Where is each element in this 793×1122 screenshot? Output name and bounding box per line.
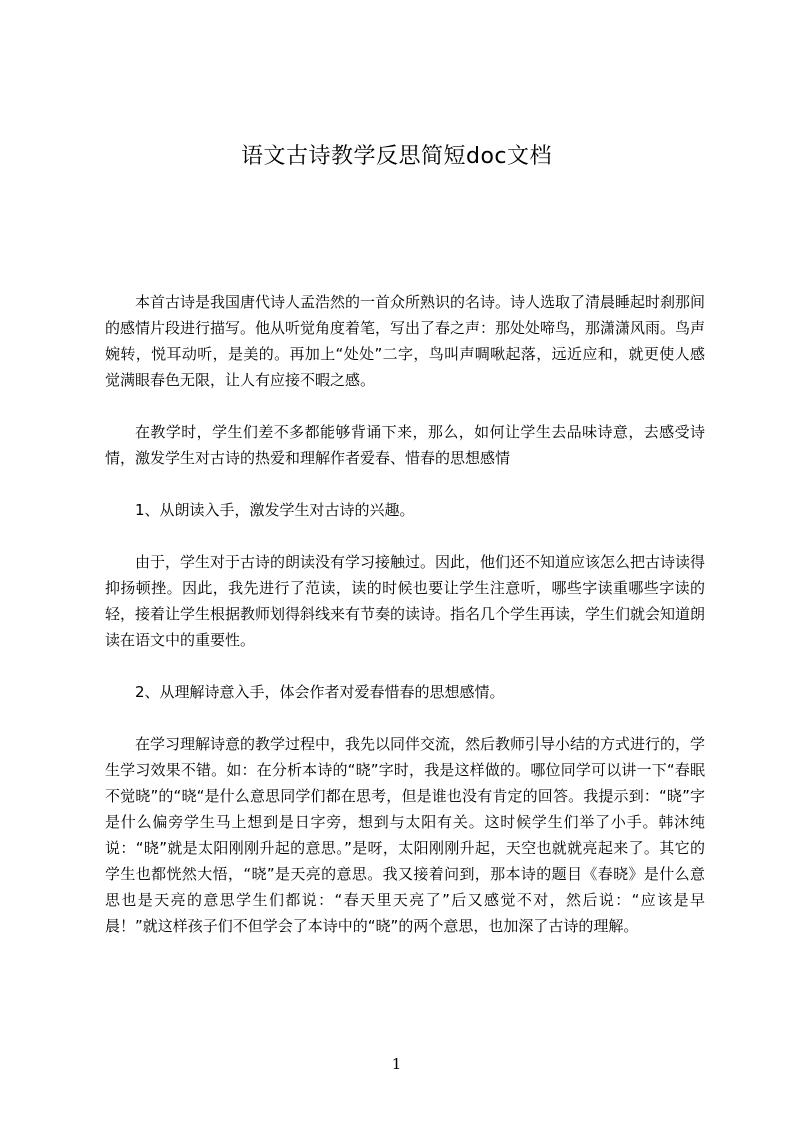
paragraph-teaching: 在教学时，学生们差不多都能够背诵下来，那么，如何让学生去品味诗意，去感受诗情，激发学生对古诗的热爱和理解作者爱春、惜春的思想感情 (105, 423, 705, 467)
paragraph-understanding: 在学习理解诗意的教学过程中，我先以同伴交流，然后教师引导小结的方式进行的，学生学习效果不错。如：在分析本诗的“晓”字时，我是这样做的。哪位同学可以讲一下“春眠不觉晓”的“晓“是什么意思同学们都在思考，但是谁也没有肯定的回答。我提示到：“晓”字是什么偏旁学生马上想到是日字旁，想到与太阳有关。这时候学生们举了小手。韩沐纯说：“晓”就是太阳刚刚升起的意思。”是呀，太阳刚刚升起，天空也就就亮起来了。其它的学生也都恍然大悟，“晓”是天亮的意思。我又接着问到，那本诗的题目《春晓》是什么意思也是天亮的意思学生们都说：“春天里天亮了”后又感觉不对，然后说：“应该是早晨！”就这样孩子们不但学会了本诗中的“晓”的两个意思，也加深了古诗的理解。 (105, 735, 706, 935)
document-body (105, 289, 705, 939)
document-title: 语文古诗教学反思简短doc文档 (240, 144, 553, 169)
page-number: 1 (391, 1055, 402, 1073)
section-heading-2: 2、从理解诗意入手，体会作者对爱春惜春的思想感情。 (135, 683, 505, 701)
paragraph-reading: 由于，学生对于古诗的朗读没有学习接触过。因此，他们还不知道应该怎么把古诗读得抑扬顿挫。因此，我先进行了范读，读的时候也要让学生注意听，哪些字读重哪些字读的轻，接着让学生根据教师划得斜线来有节奏的读诗。指名几个学生再读，学生们就会知道朗读在语文中的重要性。 (105, 553, 706, 649)
paragraph-intro: 本首古诗是我国唐代诗人孟浩然的一首众所熟识的名诗。诗人选取了清晨睡起时刹那间的感情片段进行描写。他从听觉角度着笔，写出了春之声：那处处啼鸟，那潇潇风雨。鸟声婉转，悦耳动听，是美的。再加上“处处”二字，鸟叫声啁啾起落，远近应和，就更使人感觉满眼春色无限，让人有应接不暇之感。 (105, 293, 706, 389)
section-heading-1: 1、从朗读入手，激发学生对古诗的兴趣。 (135, 501, 415, 519)
